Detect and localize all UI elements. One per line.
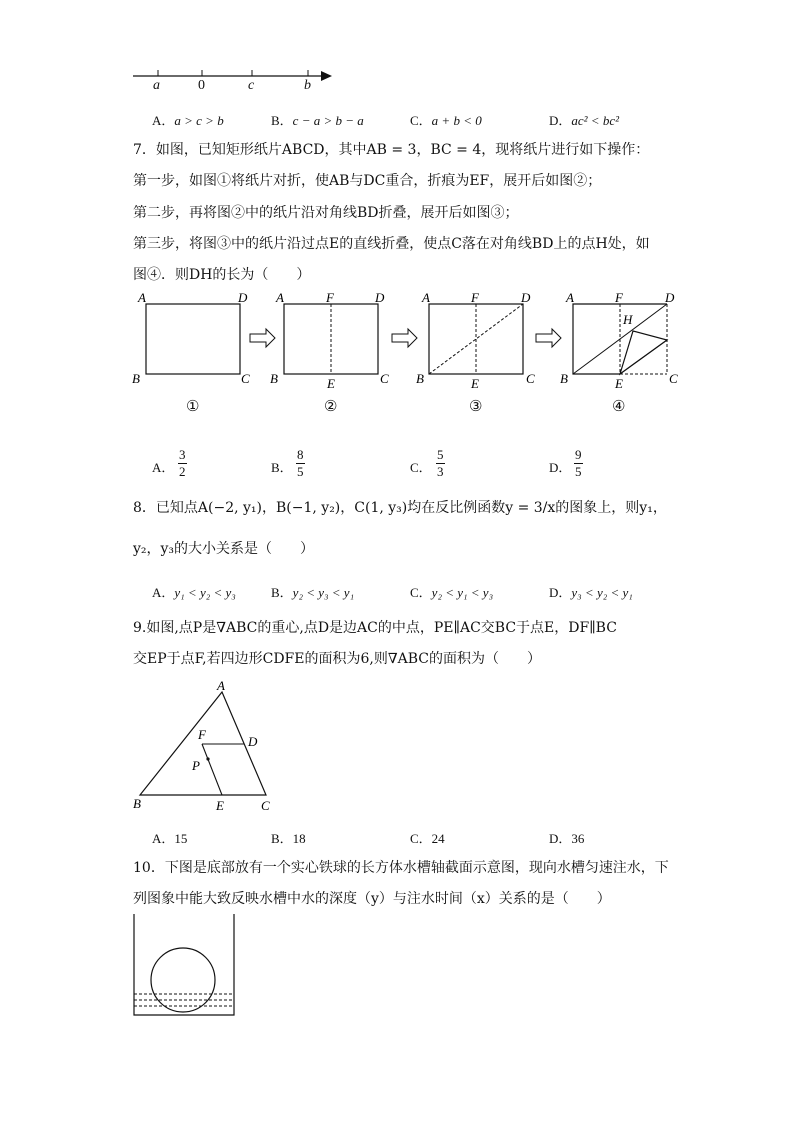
q7-option-b[interactable]: B． <box>271 460 293 475</box>
q9-stem-line2: 交EP于点F,若四边形CDFE的面积为6,则∇ABC的面积为（ ） <box>133 651 541 667</box>
svg-text:F: F <box>615 290 623 305</box>
numberline-label-0: 0 <box>198 78 205 93</box>
svg-text:D: D <box>665 290 675 305</box>
q7-option-c[interactable]: C． <box>410 460 432 475</box>
svg-text:B: B <box>133 796 141 811</box>
svg-text:E: E <box>471 376 479 391</box>
q10-water-tank-figure <box>128 912 240 1020</box>
svg-text:E: E <box>216 798 224 813</box>
q7-option-a[interactable]: A． <box>152 460 175 475</box>
q7-caption-3: ③ <box>469 397 483 415</box>
q8-stem-line2: y₂，y₃的大小关系是（ ） <box>133 541 315 557</box>
svg-text:B: B <box>270 371 278 386</box>
q9-option-d[interactable]: D．36 <box>549 831 585 846</box>
svg-text:B: B <box>132 371 140 386</box>
svg-text:A: A <box>217 678 225 693</box>
svg-text:C: C <box>241 371 250 386</box>
svg-text:B: B <box>560 371 568 386</box>
svg-text:F: F <box>198 727 206 742</box>
svg-text:C: C <box>526 371 535 386</box>
svg-text:F: F <box>471 290 479 305</box>
svg-text:P: P <box>192 758 200 773</box>
q7-caption-1: ① <box>186 397 200 415</box>
numberline-label-c: c <box>248 78 255 93</box>
q6-option-b[interactable]: B．c − a > b − a <box>271 113 364 128</box>
svg-text:C: C <box>669 371 678 386</box>
q7-option-a-fraction: $\frac{3}{2}$ <box>179 447 186 479</box>
svg-text:F: F <box>326 290 334 305</box>
svg-text:C: C <box>261 798 270 813</box>
q6-option-d[interactable]: D．ac² < bc² <box>549 113 619 128</box>
svg-text:A: A <box>276 290 284 305</box>
q6-option-a[interactable]: A．a > c > b <box>152 113 224 128</box>
q7-folding-figures <box>128 288 688 418</box>
q9-option-a[interactable]: A．15 <box>152 831 188 846</box>
q9-option-b[interactable]: B．18 <box>271 831 306 846</box>
q8-option-a[interactable]: A．y₁ < y₂ < y₃ <box>152 585 236 600</box>
q6-option-c[interactable]: C．a + b < 0 <box>410 113 482 128</box>
q10-stem-line1: 10．下图是底部放有一个实心铁球的长方体水槽轴截面示意图，现向水槽匀速注水，下 <box>133 860 669 876</box>
q8-option-c[interactable]: C．y₂ < y₁ < y₃ <box>410 585 494 600</box>
numberline-label-a: a <box>153 78 160 93</box>
q10-stem-line2: 列图象中能大致反映水槽中水的深度（y）与注水时间（x）关系的是（ ） <box>133 891 611 907</box>
q9-stem-line1: 9.如图,点P是∇ABC的重心,点D是边AC的中点，PE∥AC交BC于点E，DF∥BC <box>133 620 617 636</box>
svg-text:C: C <box>380 371 389 386</box>
q8-stem-line1: 8．已知点A(−2, y₁)，B(−1, y₂)，C(1, y₃)均在反比例函数y = 3/x的图象上，则y₁， <box>133 500 667 516</box>
q7-stem-line2: 第一步，如图①将纸片对折，使AB与DC重合，折痕为EF，展开后如图②； <box>133 173 602 189</box>
q9-triangle-figure <box>128 676 288 816</box>
svg-text:A: A <box>566 290 574 305</box>
svg-text:D: D <box>521 290 531 305</box>
q7-caption-4: ④ <box>612 397 626 415</box>
q7-option-d[interactable]: D． <box>549 460 572 475</box>
svg-text:D: D <box>248 734 258 749</box>
svg-text:A: A <box>422 290 430 305</box>
svg-text:E: E <box>327 376 335 391</box>
q9-option-c[interactable]: C．24 <box>410 831 445 846</box>
q7-stem-line3: 第二步，再将图②中的纸片沿对角线BD折叠，展开后如图③； <box>133 205 519 221</box>
q7-option-b-fraction: $\frac{8}{5}$ <box>297 447 304 479</box>
svg-text:D: D <box>375 290 385 305</box>
svg-text:H: H <box>623 312 633 327</box>
svg-text:B: B <box>416 371 424 386</box>
numberline-label-b: b <box>304 78 311 93</box>
q7-stem-line1: 7．如图，已知矩形纸片ABCD，其中AB = 3，BC = 4，现将纸片进行如下操作： <box>133 142 650 158</box>
q7-option-c-fraction: $\frac{5}{3}$ <box>437 447 444 479</box>
q7-caption-2: ② <box>324 397 338 415</box>
q8-option-d[interactable]: D．y₃ < y₂ < y₁ <box>549 585 633 600</box>
q8-option-b[interactable]: B．y₂ < y₃ < y₁ <box>271 585 355 600</box>
svg-text:E: E <box>615 376 623 391</box>
q7-option-d-fraction: $\frac{9}{5}$ <box>575 447 582 479</box>
svg-text:A: A <box>138 290 146 305</box>
q7-stem-line5: 图④．则DH的长为（ ） <box>133 267 311 283</box>
q7-stem-line4: 第三步，将图③中的纸片沿过点E的直线折叠，使点C落在对角线BD上的点H处，如 <box>133 236 650 252</box>
svg-text:D: D <box>238 290 248 305</box>
